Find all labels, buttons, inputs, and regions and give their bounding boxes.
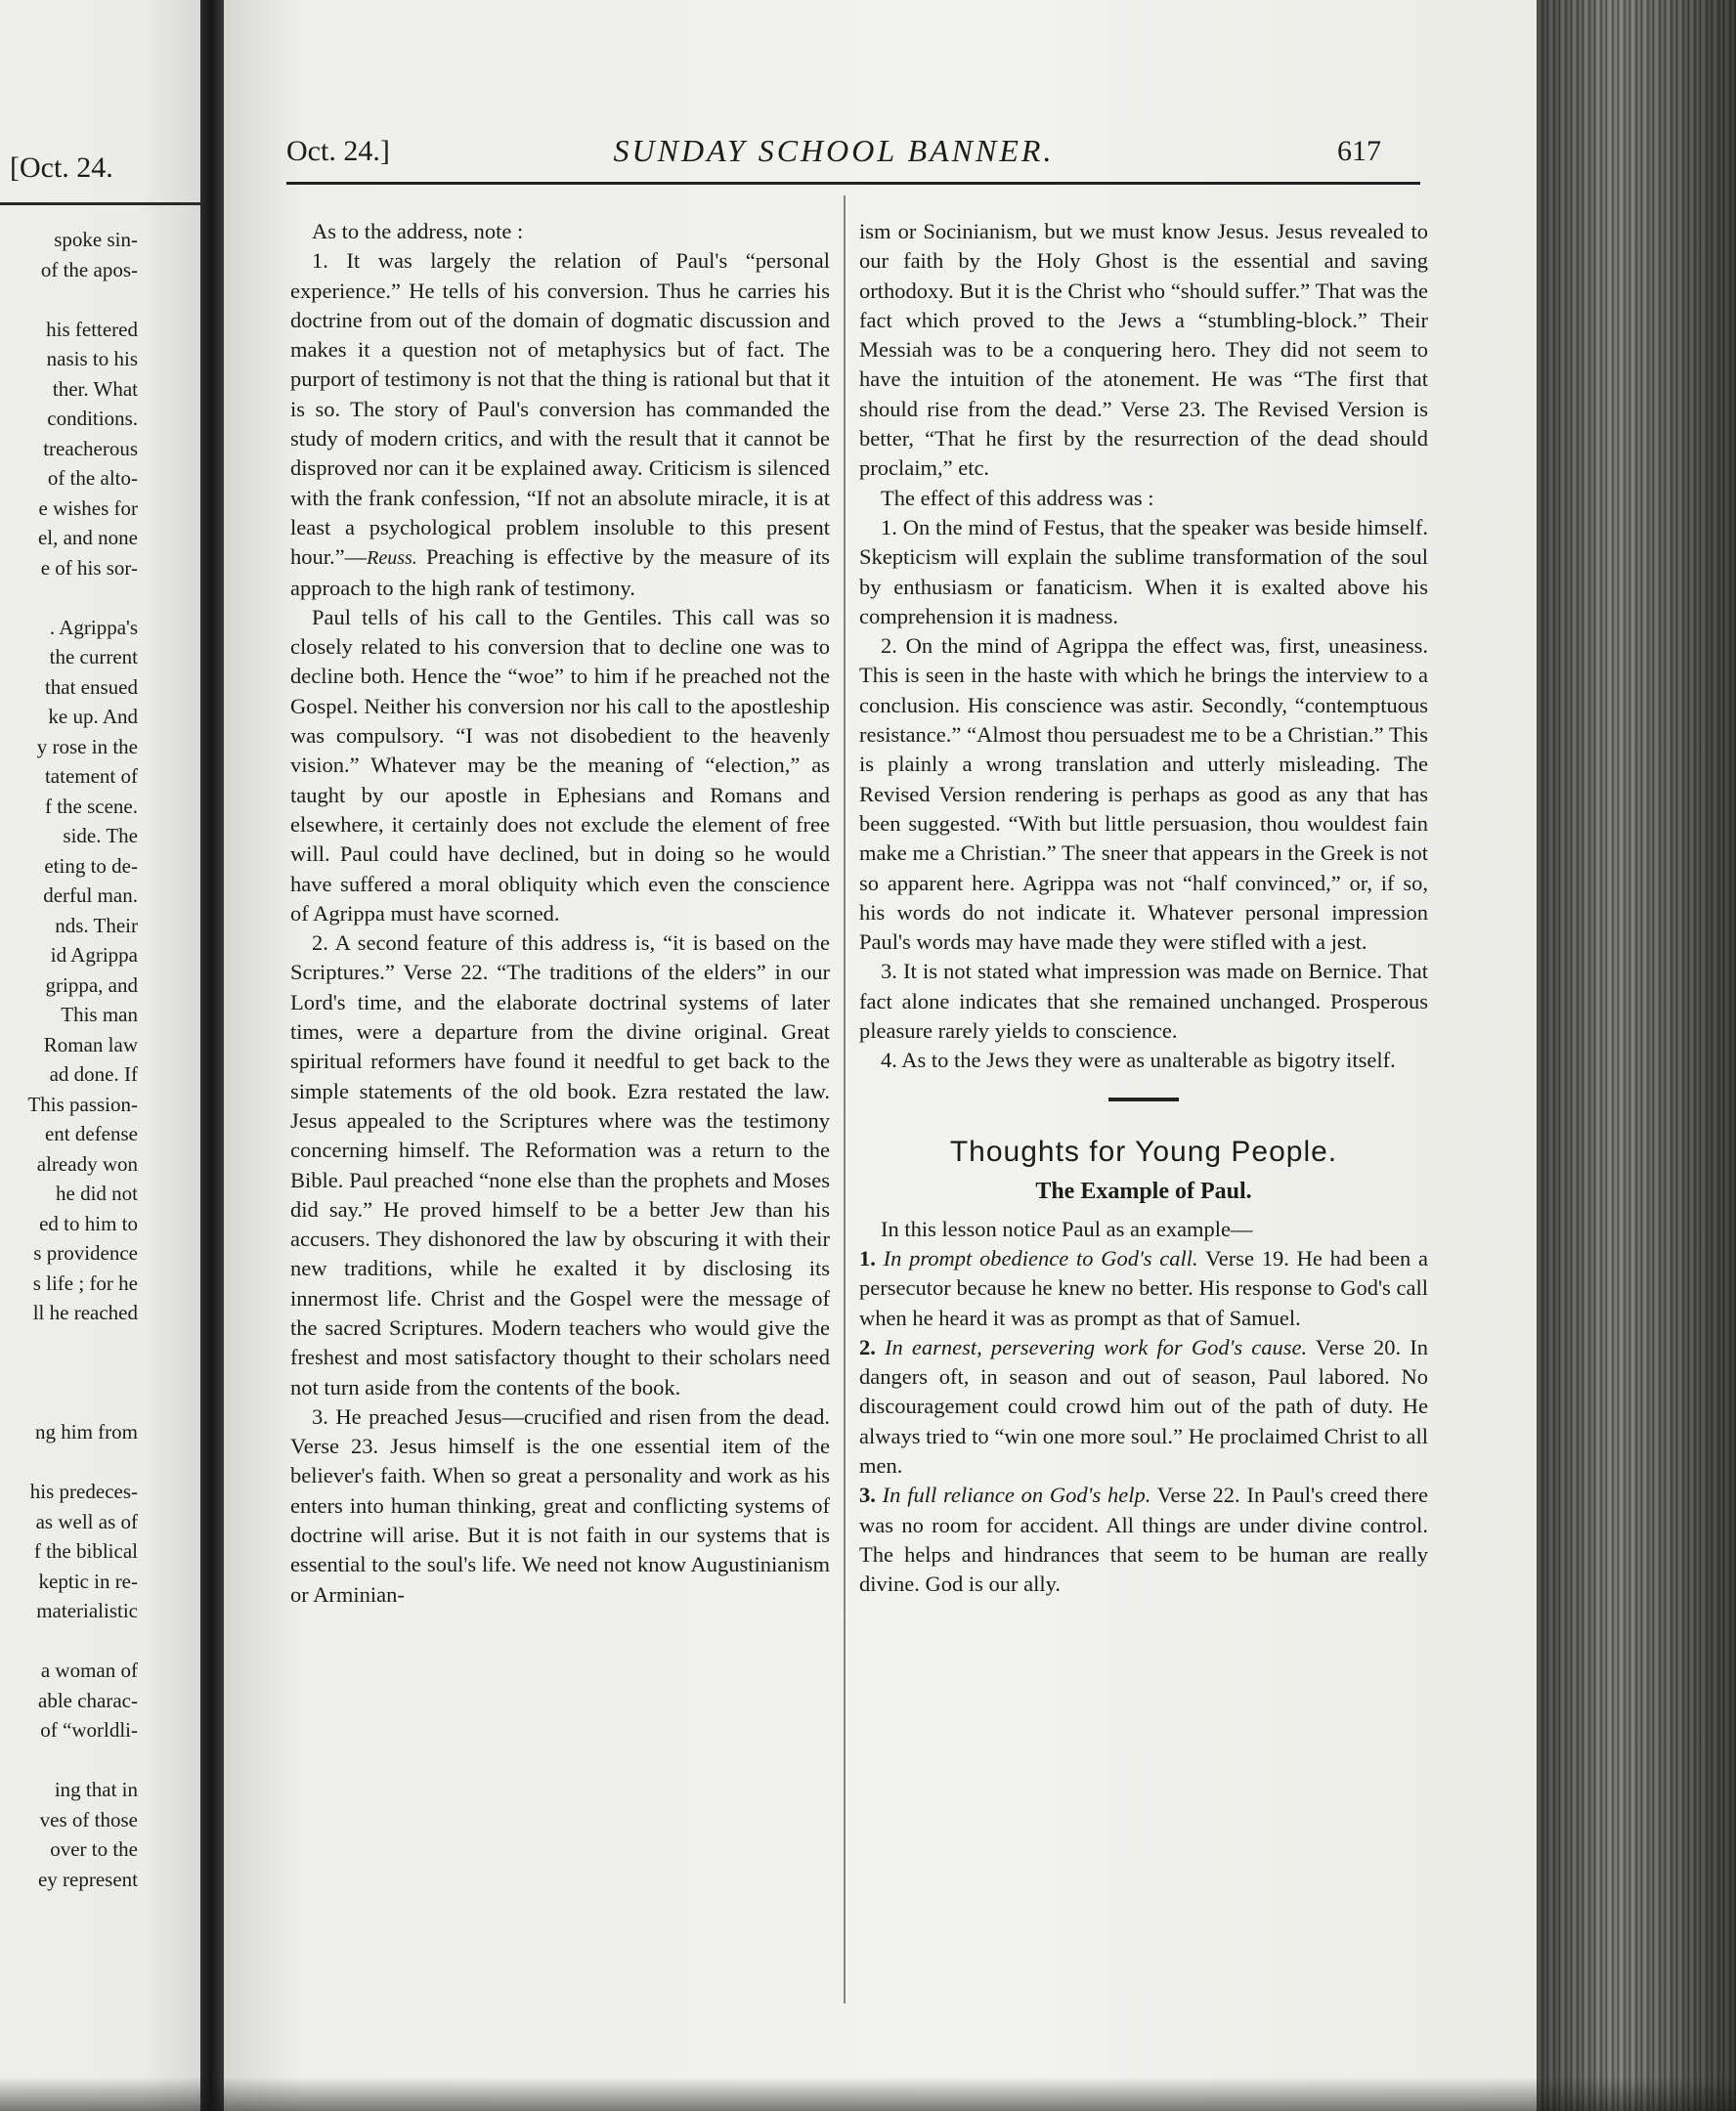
facing-page-fragment: eting to de- bbox=[44, 853, 138, 878]
paragraph-scriptures: 2. A second feature of this address is, “it is based on the Scriptures.” Verse 22. “The traditions of the elders” in our Lord's time, and the elaborate doctrinal systems of later times, were a departure from the divine original. Great spiritual reformers have found it needful to get back to the simple statements of the old book. Ezra restated the law. Jesus appealed to the Scriptures where was the testimony concerning himself. The Reformation was a return to the Bible. Paul preached “none else than the prophets and Moses did say.” He proved himself to be a better Jew than his accusers. They dishonored the law by obscuring it with their new traditions, while he exalted it by disclosing its innermost life. Christ and the Gospel were the message of the sacred Scriptures. Modern teachers who would give the freshest and most satisfactory thought to their scholars need not turn aside from the contents of the book. bbox=[290, 930, 830, 1400]
page-header bbox=[286, 125, 1381, 174]
paragraph-continuation: ism or Socinianism, but we must know Jesus. Jesus revealed to our faith by the Holy Ghost is the essential and saving orthodoxy. But it is the Christ who “should suffer.” That was the fact which proved to the Jews a “stumbling-block.” Their Messiah was to be a conquering hero. They did not seem to have the intuition of the atonement. He was “The first that should rise from the dead.” Verse 23. The Revised Version is better, “That he first by the resurrection of the dead should proclaim,” etc. bbox=[859, 219, 1428, 481]
effect-jews: 4. As to the Jews they were as unalterable as bigotry itself. bbox=[881, 1048, 1396, 1073]
facing-page bbox=[0, 0, 200, 2111]
facing-page-fragment: s providence bbox=[33, 1241, 138, 1265]
facing-page-fragment: as well as of bbox=[35, 1509, 138, 1533]
facing-page-fragment bbox=[0, 1626, 138, 1657]
facing-page-fragment: ad done. If bbox=[49, 1062, 138, 1086]
facing-page-fragment: ke up. And bbox=[48, 705, 138, 728]
citation-reuss: Reuss. bbox=[367, 547, 417, 570]
facing-page-text-fragments bbox=[0, 225, 138, 1894]
facing-page-fragment: able charac- bbox=[38, 1688, 138, 1712]
facing-page-fragment: y rose in the bbox=[36, 734, 138, 758]
paragraph-personal-experience: 1. It was largely the relation of Paul's “personal experience.” He tells of his conversion. Thus he carries his doctrine from out of the domain of dogmatic discussion and makes it a question not of metaphysics but of fact. The purport of testimony is not that the thing is rational but that it is so. The story of Paul's conversion has commanded the study of modern critics, and with the result that it cannot be disproved nor can it be explained away. Criticism is silenced with the frank confession, “If not an absolute miracle, it is at least a psychological problem insoluble to this present hour.”—Reuss. Preaching is effective by the measure of its approach to the high rank of testimony. bbox=[290, 248, 830, 600]
column-divider bbox=[844, 195, 846, 2003]
effect-bernice: 3. It is not stated what impression was made on Bernice. That fact alone indicates that she remained unchanged. Prosperous pleasure rarely yields to conscience. bbox=[859, 959, 1428, 1044]
effect-festus: 1. On the mind of Festus, that the speaker was beside himself. Skepticism will explain the sublime transformation of the soul by enthusiasm or fanaticism. When it is exalted above his comprehension it is madness. bbox=[859, 514, 1428, 628]
facing-page-fragment bbox=[0, 1447, 138, 1478]
facing-page-fragment: f the scene. bbox=[44, 794, 138, 818]
facing-page-fragment: id Agrippa bbox=[50, 943, 138, 967]
facing-page-fragment: that ensued bbox=[44, 674, 138, 699]
facing-page-fragment: e of his sor- bbox=[40, 555, 138, 580]
right-column bbox=[859, 217, 1428, 1599]
facing-page-fragment: his fettered bbox=[46, 317, 138, 341]
paragraph-preached-jesus: 3. He preached Jesus—crucified and risen from the dead. Verse 23. Jesus himself is the one essential item of the believer's faith. When so great a personality and work as his enters into human thinking, great and conflicting systems of doctrine will arise. But it is not faith in our systems that is essential to the soul's life. We need not know Augustinianism or Arminian- bbox=[290, 1403, 830, 1607]
book-gutter bbox=[200, 0, 224, 2111]
section-subtitle: The Example of Paul. bbox=[1035, 1178, 1252, 1204]
section-divider bbox=[1108, 1098, 1179, 1101]
facing-page-fragment: the current bbox=[49, 645, 138, 668]
facing-page-fragment: he did not bbox=[56, 1182, 138, 1205]
facing-page-fragment: grippa, and bbox=[45, 972, 138, 997]
facing-page-fragment bbox=[0, 1328, 138, 1358]
facing-page-fragment bbox=[0, 582, 138, 613]
paragraph-call-to-gentiles: Paul tells of his call to the Gentiles. This call was so closely related to his conversion that to decline one was to decline both. Hence the “woe” to him if he preached not the Gospel. Neither his conversion nor his call to the apostleship was compulsory. “I was not disobedient to the heavenly vision.” Whatever may be the meaning of “election,” as taught by our apostle in Ephesians and Romans and elsewhere, it certainly does not exclude the element of free will. Paul could have declined, but in doing so he would have suffered a moral obliquity which even the conscience of Agrippa must have scorned. bbox=[290, 604, 830, 926]
effect-intro: The effect of this address was : bbox=[881, 485, 1154, 510]
facing-page-fragment: treacherous bbox=[43, 436, 138, 460]
facing-page-fragment: . Agrippa's bbox=[49, 615, 138, 639]
facing-page-fragment: of the alto- bbox=[47, 466, 138, 490]
facing-page-fragment bbox=[0, 1745, 138, 1776]
facing-page-fragment: e wishes for bbox=[38, 495, 138, 520]
header-title: SUNDAY SCHOOL BANNER. bbox=[613, 133, 1055, 168]
facing-page-fragment: over to the bbox=[50, 1837, 138, 1861]
facing-page-fragment: s life ; for he bbox=[32, 1271, 138, 1295]
facing-page-fragment: f the biblical bbox=[33, 1539, 138, 1563]
example-intro: In this lesson notice Paul as an example— bbox=[881, 1216, 1253, 1241]
facing-page-fragment bbox=[0, 1357, 138, 1388]
facing-page-fragment: ed to him to bbox=[39, 1211, 138, 1235]
facing-page-fragment: a woman of bbox=[40, 1659, 138, 1682]
facing-page-fragment: materialistic bbox=[36, 1599, 138, 1622]
example-item-2: 2. In earnest, persevering work for God's cause. Verse 20. In dangers oft, in season and out of season, Paul labored. No discouragement could crowd him out of the path of duty. He always tried to “win one more soul.” He proclaimed Christ to all men. bbox=[859, 1334, 1429, 1478]
facing-page-fragment: of “worldli- bbox=[40, 1718, 138, 1742]
effect-agrippa: 2. On the mind of Agrippa the effect was, first, uneasiness. This is seen in the haste with which he brings the interview to a conclusion. His conscience was astir. Secondly, “contemptuous resistance.” “Almost thou persuadest me to be a Christian.” This is plainly a wrong translation and utterly misleading. The Revised Version rendering is perhaps as good as any that has been suggested. “With but little persuasion, thou wouldest fain make me a Christian.” The sneer that appears in the Greek is not so apparent here. Agrippa was not “half convinced,” or, if so, his words do not indicate it. Whatever personal impression Paul's words may have made they were stifled with a jest. bbox=[859, 633, 1428, 955]
address-intro: As to the address, note : bbox=[312, 219, 524, 243]
facing-page-fragment: ll he reached bbox=[32, 1301, 138, 1324]
facing-page-header: [Oct. 24. bbox=[10, 151, 113, 184]
facing-page-fragment: This man bbox=[61, 1003, 138, 1026]
facing-page-fragment: ves of those bbox=[39, 1807, 138, 1831]
example-item-1: 1. In prompt obedience to God's call. Verse 19. He had been a persecutor because he knew no better. His response to God's call when he heard it was as prompt as that of Samuel. bbox=[859, 1245, 1429, 1330]
facing-page-fragment: ther. What bbox=[52, 376, 138, 401]
facing-page-fragment bbox=[0, 284, 138, 315]
page-number: 617 bbox=[1337, 135, 1381, 167]
left-column bbox=[290, 217, 830, 1610]
facing-page-fragment: nasis to his bbox=[46, 347, 138, 370]
book-page-edges bbox=[1537, 0, 1736, 2111]
facing-page-fragment: ng him from bbox=[35, 1420, 138, 1443]
facing-page-fragment bbox=[0, 1388, 138, 1418]
facing-page-fragment: his predeces- bbox=[29, 1480, 138, 1503]
facing-page-fragment: tatement of bbox=[44, 764, 138, 788]
facing-page-fragment: This passion- bbox=[27, 1092, 138, 1116]
main-page bbox=[224, 0, 1537, 2111]
facing-page-fragment: side. The bbox=[63, 824, 138, 847]
facing-page-fragment: spoke sin- bbox=[54, 228, 138, 251]
facing-page-fragment: keptic in re- bbox=[38, 1569, 138, 1593]
facing-page-fragment: ing that in bbox=[54, 1778, 138, 1801]
facing-page-fragment: already won bbox=[36, 1151, 138, 1176]
section-title: Thoughts for Young People. bbox=[949, 1135, 1338, 1168]
header-date: Oct. 24.] bbox=[286, 135, 390, 167]
facing-page-fragment: nds. Their bbox=[55, 913, 138, 937]
facing-page-fragment: of the apos- bbox=[40, 257, 138, 281]
header-rule bbox=[286, 182, 1420, 185]
scan-bottom-shadow bbox=[0, 2077, 1736, 2111]
facing-page-fragment: ey represent bbox=[37, 1867, 138, 1891]
facing-page-fragment: ent defense bbox=[44, 1122, 138, 1145]
facing-page-fragment: derful man. bbox=[43, 883, 138, 907]
facing-page-fragment: el, and none bbox=[37, 526, 138, 549]
facing-page-fragment: Roman law bbox=[43, 1032, 138, 1056]
facing-page-fragment: conditions. bbox=[47, 407, 138, 430]
example-item-3: 3. In full reliance on God's help. Verse 22. In Paul's creed there was no room for accident. All things are under divine control. The helps and hindrances that seem to be human are really divine. God is our ally. bbox=[859, 1483, 1429, 1597]
facing-page-rule bbox=[0, 202, 200, 205]
